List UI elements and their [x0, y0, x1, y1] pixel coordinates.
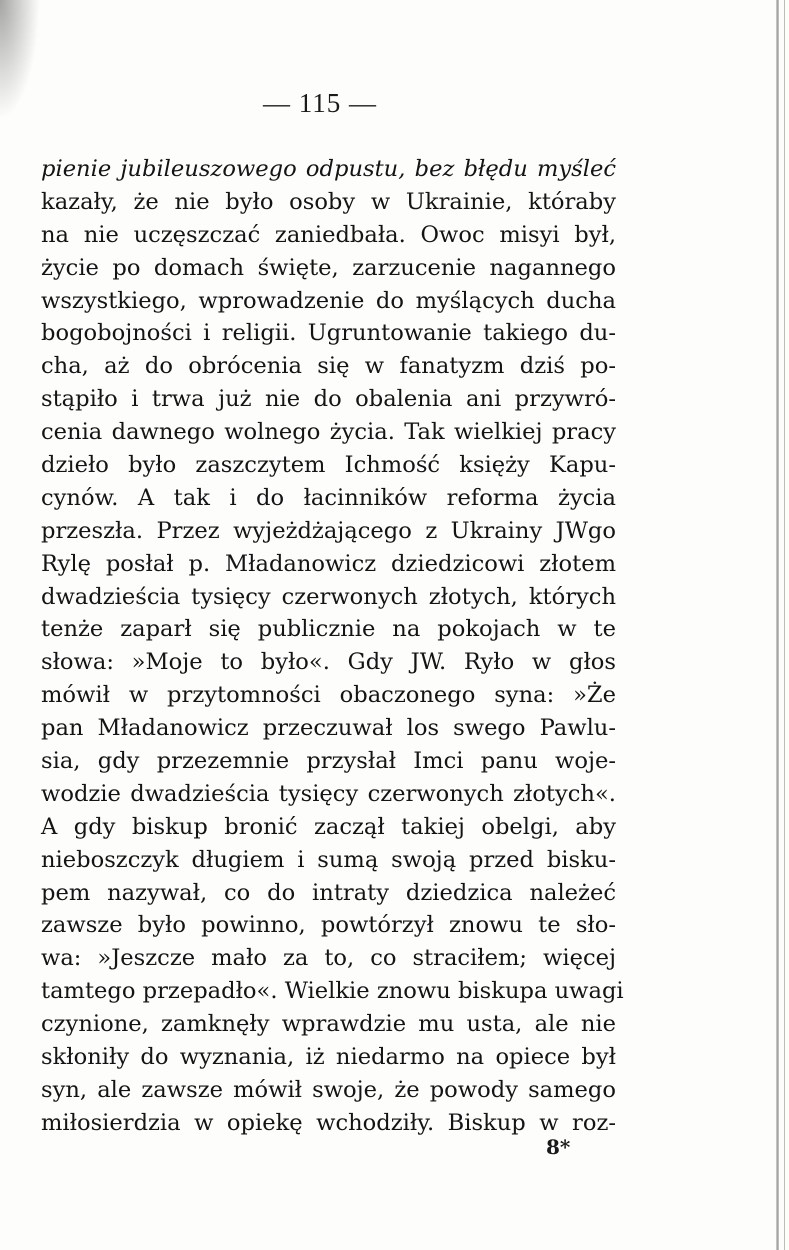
text-line: cynów. A tak i do łacinników reforma życia: [41, 484, 616, 511]
text-line: syn, ale zawsze mówił swoje, że powody samego: [41, 1076, 616, 1103]
text-line: wodzie dwadzieścia tysięcy czerwonych złotych«.: [41, 780, 616, 807]
text-line: bogobojności i religii. Ugruntowanie takiego du-: [41, 320, 616, 347]
text-line: stąpiło i trwa już nie do obalenia ani przywró-: [41, 386, 616, 413]
text-line: czynione, zamknęły wprawdzie mu usta, ale nie: [41, 1011, 616, 1038]
text-line: pem nazywał, co do intraty dziedzica należeć: [41, 879, 616, 906]
text-line: nieboszczyk długiem i sumą swoją przed bisku-: [41, 846, 616, 873]
text-line: miłosierdzia w opiekę wchodziły. Biskup w roz-: [41, 1109, 616, 1136]
text-line: wa: »Jeszcze mało za to, co straciłem; więcej: [41, 945, 616, 972]
text-line: dzieło było zaszczytem Ichmość księży Kapu-: [41, 452, 616, 479]
text-line: na nie uczęszczać zaniedbała. Owoc misyi był,: [41, 221, 616, 248]
text-line: mówił w przytomności obaczonego syna: »Że: [41, 682, 616, 709]
text-line: kazały, że nie było osoby w Ukrainie, któraby: [41, 188, 616, 215]
body-text: [41, 153, 624, 1140]
text-line: A gdy biskup bronić zaczął takiej obelgi, aby: [41, 813, 616, 840]
text-line: dwadzieścia tysięcy czerwonych złotych, których: [41, 583, 616, 610]
page-edge: [776, 0, 779, 1250]
text-line: tenże zaparł się publicznie na pokojach w te: [41, 616, 616, 643]
text-line: Rylę posłał p. Mładanowicz dziedzicowi złotem: [41, 550, 616, 577]
text-line: pan Mładanowicz przeczuwał los swego Pawlu-: [41, 715, 616, 742]
text-line: zawsze było powinno, powtórzył znowu te sło-: [41, 912, 616, 939]
text-line: przeszła. Przez wyjeżdżającego z Ukrainy JWgo: [41, 517, 616, 544]
text-line: cha, aż do obrócenia się w fanatyzm dziś po-: [41, 353, 616, 380]
page-edge-inner: [784, 0, 785, 1250]
text-line: skłoniły do wyznania, iż niedarmo na opiece był: [41, 1044, 616, 1071]
text-line: pienie jubileuszowego odpustu, bez błędu myśleć: [41, 156, 616, 182]
text-line: tamtego przepadło«. Wielkie znowu biskupa uwagi: [41, 978, 624, 1005]
text-line: wszystkiego, wprowadzenie do myślących ducha: [41, 287, 616, 314]
text-line: słowa: »Moje to było«. Gdy JW. Ryło w głos: [41, 649, 616, 676]
text-line: życie po domach święte, zarzucenie nagannego: [41, 254, 616, 281]
page-number: — 115 —: [263, 88, 377, 118]
text-line: cenia dawnego wolnego życia. Tak wielkiej pracy: [41, 419, 616, 446]
signature-mark: 8*: [546, 1135, 571, 1159]
text-line: sia, gdy przezemnie przysłał Imci panu woje-: [41, 748, 616, 775]
